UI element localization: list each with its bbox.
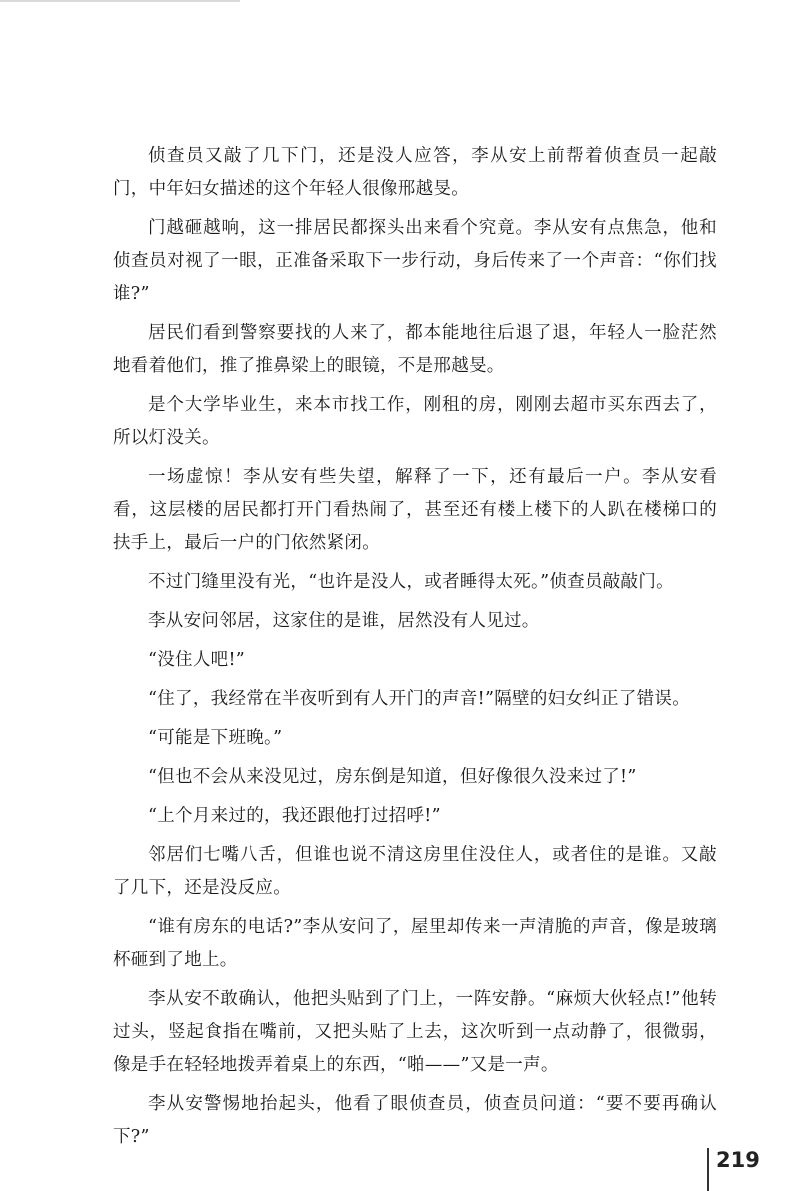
paragraph: 邻居们七嘴八舌，但谁也说不清这房里住没住人，或者住的是谁。又敲了几下，还是没反应。 [113, 845, 717, 898]
paragraph: 李从安警惕地抬起头，他看了眼侦查员，侦查员问道：“要不要再确认下?” [113, 1094, 717, 1147]
top-edge-rule [0, 0, 240, 2]
paragraph: 侦查员又敲了几下门，还是没人应答，李从安上前帮着侦查员一起敲门，中年妇女描述的这个年轻人很像邢越旻。 [113, 146, 717, 199]
paragraph: 居民们看到警察要找的人来了，都本能地往后退了退，年轻人一脸茫然地看着他们，推了推鼻梁上的眼镜，不是邢越旻。 [113, 323, 717, 376]
paragraph: “上个月来过的，我还跟他打过招呼!” [148, 806, 441, 826]
paragraph: 一场虚惊！李从安有些失望，解释了一下，还有最后一户。李从安看看，这层楼的居民都打开门看热闹了，甚至还有楼上楼下的人趴在楼梯口的扶手上，最后一户的门依然紧闭。 [113, 467, 717, 553]
page-number: 219 [716, 1148, 760, 1172]
page-number-divider [707, 1148, 709, 1191]
paragraph: “没住人吧!” [148, 650, 246, 670]
paragraph: 门越砸越响，这一排居民都探头出来看个究竟。李从安有点焦急，他和侦查员对视了一眼，正准备采取下一步行动，身后传来了一个声音：“你们找谁?” [113, 218, 717, 304]
paragraph: “谁有房东的电话?”李从安问了，屋里却传来一声清脆的声音，像是玻璃杯砸到了地上。 [113, 917, 717, 970]
paragraph: 李从安不敢确认，他把头贴到了门上，一阵安静。“麻烦大伙轻点!”他转过头，竖起食指在嘴前，又把头贴了上去，这次听到一点动静了，很微弱，像是手在轻轻地拨弄着桌上的东西，“啪——”又是一声。 [113, 989, 717, 1075]
paragraph: “住了，我经常在半夜听到有人开门的声音!”隔壁的妇女纠正了错误。 [148, 689, 691, 709]
paragraph: “可能是下班晚。” [148, 728, 283, 748]
paragraph: 是个大学毕业生，来本市找工作，刚租的房，刚刚去超市买东西去了，所以灯没关。 [113, 395, 717, 448]
paragraph: 不过门缝里没有光，“也许是没人，或者睡得太死。”侦查员敲敲门。 [148, 572, 674, 592]
paragraph: 李从安问邻居，这家住的是谁，居然没有人见过。 [148, 611, 540, 631]
page-body [113, 140, 717, 1160]
paragraph: “但也不会从来没见过，房东倒是知道，但好像很久没来过了!” [148, 767, 637, 787]
